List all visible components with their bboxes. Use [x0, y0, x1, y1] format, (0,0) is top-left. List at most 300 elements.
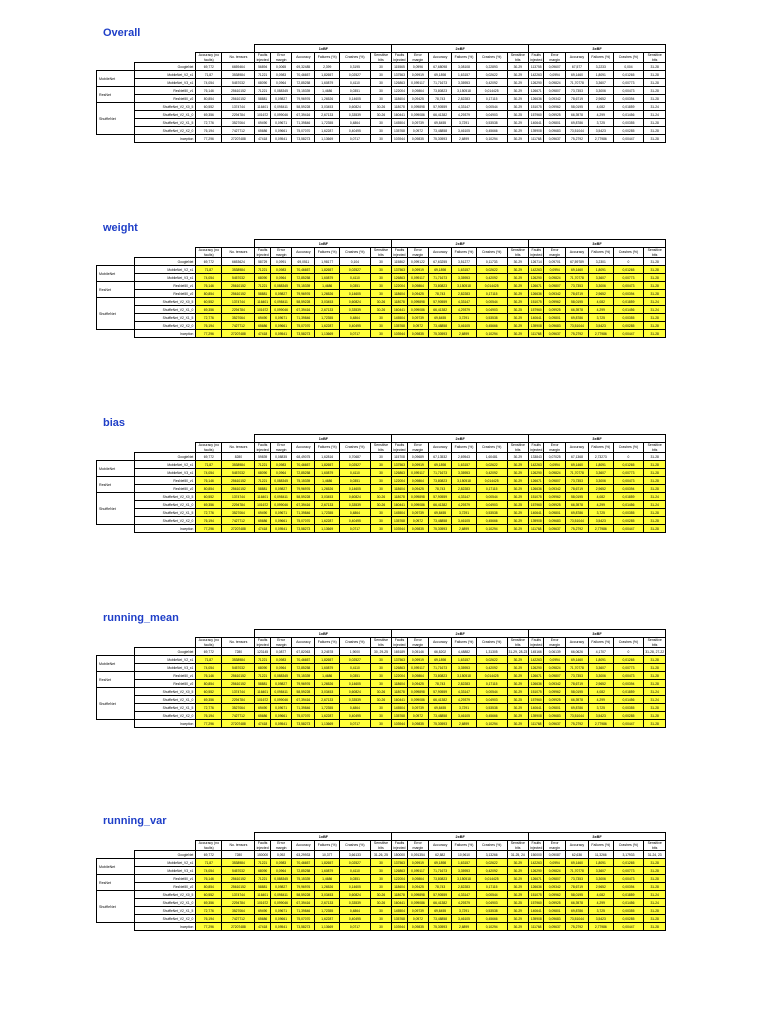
- value-cell: 71,39846: [292, 509, 315, 517]
- value-cell: 71221: [255, 461, 270, 469]
- column-header: Error margin: [407, 638, 429, 648]
- value-cell: 30-25: [507, 111, 529, 119]
- value-cell: 118604: [392, 290, 407, 298]
- value-cell: 0,09661: [270, 127, 292, 135]
- column-header: Crashes (%): [340, 638, 371, 648]
- value-cell: 75,15339: [292, 672, 315, 680]
- value-cell: 73,58273: [292, 525, 315, 533]
- column-header: Crashes (%): [613, 638, 644, 648]
- value-cell: 59839: [255, 453, 270, 461]
- value-cell: 1,26526: [315, 95, 340, 103]
- value-cell: 31-28: [644, 135, 666, 143]
- accuracy-cell: 76,194: [196, 127, 222, 135]
- column-header: Crashes (%): [340, 841, 371, 851]
- value-cell: 71,39846: [292, 119, 315, 127]
- value-cell: 0,09683: [544, 322, 566, 330]
- value-cell: 73,48858: [429, 322, 452, 330]
- value-cell: 0,104: [340, 258, 371, 266]
- table-row: [97, 899, 666, 907]
- value-cell: 0,09739: [407, 314, 429, 322]
- results-table: [96, 629, 666, 728]
- model-name: ShuffleNet_V2_X1_0: [134, 111, 196, 119]
- value-cell: 0,091354: [407, 851, 429, 859]
- value-cell: 111768: [529, 923, 544, 931]
- value-cell: 0,09864: [407, 875, 429, 883]
- value-cell: 73,51044: [565, 127, 588, 135]
- column-header: Faults injected: [530, 248, 543, 257]
- value-cell: 0,09925: [544, 111, 566, 119]
- value-cell: 30-26: [370, 306, 392, 314]
- value-cell: 2,6899: [452, 923, 477, 931]
- value-cell: 4,33147: [452, 891, 477, 899]
- value-cell: 118604: [392, 95, 407, 103]
- value-cell: 0,0877: [270, 648, 292, 656]
- value-cell: 0,02527: [340, 461, 371, 469]
- value-cell: 67,39416: [292, 501, 315, 509]
- column-header: Faults injected: [256, 638, 269, 647]
- value-cell: 2,82283: [452, 485, 477, 493]
- value-cell: 0,40495: [340, 127, 371, 135]
- value-cell: 73,48858: [429, 915, 452, 923]
- value-cell: 0,02622: [476, 461, 507, 469]
- value-cell: 0,60824: [340, 103, 371, 111]
- accuracy-cell: 76,146: [196, 875, 222, 883]
- value-cell: 30: [370, 290, 392, 298]
- value-cell: 30-26: [370, 696, 392, 704]
- column-header: Accuracy: [292, 443, 315, 453]
- value-cell: 58881: [255, 680, 270, 688]
- value-cell: 2,9652: [589, 883, 614, 891]
- value-cell: 0,00355: [613, 119, 644, 127]
- value-cell: 0,09541: [270, 135, 292, 143]
- value-cell: 73,58273: [292, 923, 315, 931]
- accuracy-cell: 80,854: [196, 680, 222, 688]
- model-name: ResNet50_v2: [134, 95, 196, 103]
- tensors-cell: 7427712: [222, 517, 255, 525]
- column-header: Error margin: [544, 841, 566, 851]
- value-cell: 0,004: [613, 63, 644, 71]
- model-family: ResNet: [97, 477, 135, 493]
- value-cell: 0,4110: [340, 274, 371, 282]
- value-cell: 66,41382: [429, 899, 452, 907]
- value-cell: 10,9610: [452, 851, 477, 859]
- value-cell: 31-28: [644, 274, 666, 282]
- value-cell: 0,0972: [407, 322, 429, 330]
- value-cell: 69,0511: [292, 258, 315, 266]
- value-cell: 30-29: [507, 298, 529, 306]
- accuracy-cell: 72,776: [196, 119, 222, 127]
- value-cell: 2,67133: [315, 696, 340, 704]
- value-cell: 3,725: [589, 119, 614, 127]
- value-cell: 0,00773: [613, 664, 644, 672]
- value-cell: 30-29: [507, 119, 529, 127]
- value-cell: 30-29: [507, 135, 529, 143]
- tensors-cell: 25610152: [222, 95, 255, 103]
- value-cell: 0,0964: [270, 274, 292, 282]
- value-cell: 0,53538: [476, 119, 507, 127]
- value-cell: 3,3006: [589, 87, 614, 95]
- value-cell: 69,8786: [565, 509, 588, 517]
- value-cell: 31-24: [644, 298, 666, 306]
- table-row: [97, 720, 666, 728]
- value-cell: 30-29: [507, 71, 529, 79]
- column-header: Accuracy: [292, 841, 315, 851]
- accuracy-cell: 71,87: [196, 461, 222, 469]
- value-cell: 0,0983: [270, 859, 292, 867]
- value-cell: 71221: [255, 656, 270, 664]
- value-cell: 30: [370, 672, 392, 680]
- value-cell: 68090: [255, 469, 270, 477]
- accuracy-cell: 76,146: [196, 672, 222, 680]
- value-cell: 4,33147: [452, 298, 477, 306]
- value-cell: 30-25: [507, 899, 529, 907]
- value-cell: 75,2792: [565, 330, 588, 338]
- column-header: Faults injected: [393, 638, 406, 647]
- table-row: [97, 330, 666, 338]
- model-name: ShuffleNet_V2_X2_0: [134, 712, 196, 720]
- value-cell: 0,09671: [270, 704, 292, 712]
- value-cell: 0,09962: [544, 688, 566, 696]
- value-cell: 4,33147: [452, 493, 477, 501]
- value-cell: 2,6899: [452, 135, 477, 143]
- value-cell: 126863: [392, 79, 407, 87]
- value-cell: 0,53538: [476, 509, 507, 517]
- model-name: MobileNet_V3_x1: [134, 867, 196, 875]
- accuracy-cell: 77,296: [196, 525, 222, 533]
- value-cell: 0,01265: [613, 859, 644, 867]
- value-cell: 58,59228: [292, 493, 315, 501]
- accuracy-cell: 76,194: [196, 915, 222, 923]
- column-header: Error margin: [270, 841, 292, 851]
- model-name: ShuffleNet_V2_X0_5: [134, 688, 196, 696]
- value-cell: 0,01859: [613, 688, 644, 696]
- value-cell: 30: [370, 915, 392, 923]
- value-cell: 3,03453: [315, 891, 340, 899]
- column-header: Sensitive bits: [370, 841, 392, 851]
- value-cell: 0,09801: [544, 314, 566, 322]
- value-cell: 116401: [255, 891, 270, 899]
- value-cell: 3,35953: [452, 79, 477, 87]
- value-cell: 58,0195: [565, 493, 588, 501]
- value-cell: 31-28: [644, 509, 666, 517]
- column-header: Error margin: [407, 248, 429, 258]
- value-cell: 3,35953: [452, 274, 477, 282]
- accuracy-cell: 60,552: [196, 298, 222, 306]
- table-row: [97, 851, 666, 859]
- value-cell: 30-29: [507, 517, 529, 525]
- value-cell: 0,00447: [613, 923, 644, 931]
- value-cell: 0,092: [270, 851, 292, 859]
- accuracy-cell: 74,054: [196, 867, 222, 875]
- value-cell: 0,099086: [407, 111, 429, 119]
- accuracy-cell: 69,772: [196, 258, 222, 266]
- value-cell: 62,636: [565, 851, 588, 859]
- value-cell: 31-28: [644, 704, 666, 712]
- value-cell: 0,33539: [340, 899, 371, 907]
- value-cell: 1,60879: [315, 274, 340, 282]
- value-cell: 71,70778: [565, 867, 588, 875]
- value-cell: 0,40495: [340, 517, 371, 525]
- value-cell: 0,01456: [613, 111, 644, 119]
- value-cell: 1,13669: [315, 923, 340, 931]
- value-cell: 3,3607: [589, 664, 614, 672]
- value-cell: 0,00473: [613, 672, 644, 680]
- value-cell: 73,80823: [429, 672, 452, 680]
- column-header: Error margin: [407, 443, 429, 453]
- value-cell: 0,099898: [407, 688, 429, 696]
- value-cell: 3,150518: [452, 282, 477, 290]
- value-cell: 0,09827: [270, 485, 292, 493]
- value-cell: 118604: [392, 485, 407, 493]
- value-cell: 30: [370, 282, 392, 290]
- value-cell: 1,4686: [315, 282, 340, 290]
- model-family: ShuffleNet: [97, 891, 135, 923]
- value-cell: 160441: [392, 696, 407, 704]
- column-header: Failures (%): [589, 841, 614, 851]
- value-cell: 30: [370, 258, 392, 266]
- value-cell: 0,098411: [270, 493, 292, 501]
- value-cell: 0,01265: [613, 71, 644, 79]
- value-cell: 118078: [392, 493, 407, 501]
- value-cell: 3,46105: [452, 127, 477, 135]
- accuracy-cell: 71,87: [196, 266, 222, 274]
- value-cell: 0,099046: [270, 899, 292, 907]
- value-cell: 3,03453: [315, 688, 340, 696]
- value-cell: 1,62287: [315, 127, 340, 135]
- value-cell: 0,09425: [407, 680, 429, 688]
- value-cell: 0,098411: [270, 891, 292, 899]
- value-cell: 69,1898: [429, 859, 452, 867]
- value-cell: 75,2792: [565, 720, 588, 728]
- value-cell: 0,4110: [340, 867, 371, 875]
- value-cell: 0,0351: [340, 87, 371, 95]
- accuracy-cell: 77,296: [196, 720, 222, 728]
- value-cell: 0,4110: [340, 664, 371, 672]
- value-cell: 3,7291: [452, 509, 477, 517]
- value-cell: 2,77986: [589, 923, 614, 931]
- value-cell: 0,09807: [544, 875, 566, 883]
- value-cell: 31-28: [644, 485, 666, 493]
- value-cell: 139908: [529, 322, 544, 330]
- value-cell: 65686: [255, 712, 270, 720]
- value-cell: 2,9652: [589, 290, 614, 298]
- value-cell: 66,3978: [565, 899, 588, 907]
- column-header: Failures (%): [452, 443, 477, 453]
- section-title: Overall: [103, 27, 141, 39]
- model-name: ShuffleNet_V2_X2_0: [134, 915, 196, 923]
- accuracy-cell: 74,054: [196, 664, 222, 672]
- value-cell: 30: [370, 923, 392, 931]
- value-cell: 0,09801: [544, 509, 566, 517]
- table-row: [97, 696, 666, 704]
- value-cell: 30: [370, 883, 392, 891]
- value-cell: 0,40495: [340, 915, 371, 923]
- value-cell: 0,01859: [613, 493, 644, 501]
- column-header: Crashes (%): [476, 841, 507, 851]
- value-cell: 137563: [392, 656, 407, 664]
- value-cell: 69,8455: [429, 314, 452, 322]
- column-header: Sensitive bits: [644, 443, 666, 453]
- value-cell: 1,8091: [589, 461, 614, 469]
- value-cell: 151075: [529, 493, 544, 501]
- value-cell: 1,13669: [315, 525, 340, 533]
- column-header: Failures (%): [589, 443, 614, 453]
- model-name: ShuffleNet_V2_X2_0: [134, 127, 196, 135]
- tensors-cell: 2294784: [222, 111, 255, 119]
- model-name: ShuffleNet_V2_X1_5: [134, 704, 196, 712]
- accuracy-cell: 74,054: [196, 469, 222, 477]
- table-row: [97, 875, 666, 883]
- value-cell: 0,01456: [613, 899, 644, 907]
- model-name: ResNet50_v1: [134, 282, 196, 290]
- model-family: ShuffleNet: [97, 298, 135, 330]
- value-cell: 71,39846: [292, 314, 315, 322]
- value-cell: 67,63255: [429, 258, 452, 266]
- value-cell: 0,09541: [270, 525, 292, 533]
- tensors-cell: 3527064: [222, 907, 255, 915]
- value-cell: 2,82283: [452, 680, 477, 688]
- value-cell: 31-28: [644, 883, 666, 891]
- column-header: Sensitive bits: [644, 53, 666, 63]
- value-cell: 0,09661: [270, 915, 292, 923]
- column-header: Faults injected: [256, 53, 269, 62]
- value-cell: 0,09824: [544, 469, 566, 477]
- value-cell: 126863: [392, 469, 407, 477]
- value-cell: 0,099898: [407, 103, 429, 111]
- table-row: [97, 867, 666, 875]
- table-row: [97, 525, 666, 533]
- value-cell: 3,725: [589, 704, 614, 712]
- value-cell: 0,60824: [340, 493, 371, 501]
- value-cell: 73,7353: [565, 875, 588, 883]
- value-cell: 0,22893: [476, 63, 507, 71]
- column-header: Error margin: [270, 53, 292, 63]
- value-cell: 2,9652: [589, 485, 614, 493]
- value-cell: 3,3607: [589, 274, 614, 282]
- value-cell: 142263: [529, 71, 544, 79]
- value-cell: 58,0195: [565, 103, 588, 111]
- value-cell: 0,00285: [613, 517, 644, 525]
- value-cell: 4,082: [589, 688, 614, 696]
- column-header: Crashes (%): [613, 443, 644, 453]
- value-cell: 31-28: [644, 712, 666, 720]
- value-cell: 0,45666: [476, 127, 507, 135]
- value-cell: 4,33147: [452, 103, 477, 111]
- value-cell: 30: [370, 720, 392, 728]
- value-cell: 31-28: [644, 87, 666, 95]
- model-name: ShuffleNet_V2_X0_5: [134, 298, 196, 306]
- value-cell: 73,51044: [565, 712, 588, 720]
- value-cell: 0,09807: [544, 672, 566, 680]
- value-cell: 111768: [529, 720, 544, 728]
- value-cell: 0,09683: [544, 915, 566, 923]
- value-cell: 73,80823: [429, 87, 452, 95]
- column-header: No. tensors: [222, 248, 255, 258]
- value-cell: 151075: [529, 891, 544, 899]
- value-cell: 30-25: [507, 306, 529, 314]
- column-header: Faults injected: [393, 248, 406, 257]
- value-cell: 3,03453: [315, 493, 340, 501]
- value-cell: 30-29: [507, 461, 529, 469]
- accuracy-cell: 60,552: [196, 493, 222, 501]
- value-cell: 0,0065: [270, 63, 292, 71]
- value-cell: 0,0717: [340, 720, 371, 728]
- value-cell: 0,09671: [270, 907, 292, 915]
- value-cell: 3,725: [589, 907, 614, 915]
- value-cell: 126290: [529, 469, 544, 477]
- value-cell: 73,7353: [565, 282, 588, 290]
- accuracy-cell: 76,146: [196, 477, 222, 485]
- value-cell: 0,088345: [270, 672, 292, 680]
- value-cell: 0,09925: [544, 696, 566, 704]
- tensors-cell: 3538984: [222, 656, 255, 664]
- value-cell: 0,42092: [476, 79, 507, 87]
- value-cell: 0,09739: [407, 119, 429, 127]
- value-cell: 70,46657: [292, 461, 315, 469]
- value-cell: 142263: [529, 656, 544, 664]
- value-cell: 139908: [529, 517, 544, 525]
- value-cell: 0,4110: [340, 79, 371, 87]
- value-cell: 165189: [392, 648, 407, 656]
- value-cell: 4,299: [589, 501, 614, 509]
- value-cell: 66,41382: [429, 696, 452, 704]
- value-cell: 150000: [529, 851, 544, 859]
- value-cell: 0,099046: [270, 111, 292, 119]
- value-cell: 140641: [529, 314, 544, 322]
- results-table: [96, 44, 666, 143]
- value-cell: 78,6719: [565, 883, 588, 891]
- model-family: MobileNet: [97, 266, 135, 282]
- value-cell: 3,46105: [452, 517, 477, 525]
- value-cell: 75,30593: [429, 720, 452, 728]
- value-cell: 30-29: [507, 314, 529, 322]
- model-name: Inception: [134, 923, 196, 931]
- value-cell: 30: [370, 119, 392, 127]
- column-header: Crashes (%): [476, 443, 507, 453]
- value-cell: 73,58273: [292, 720, 315, 728]
- column-header: Error margin: [544, 248, 566, 258]
- value-cell: 30: [370, 63, 392, 71]
- tensors-cell: 3538984: [222, 71, 255, 79]
- value-cell: 0,11733: [476, 258, 507, 266]
- value-cell: 0,09824: [544, 274, 566, 282]
- value-cell: 31-28: [644, 477, 666, 485]
- value-cell: 122004: [392, 477, 407, 485]
- value-cell: 2,69543: [452, 453, 477, 461]
- table-row: [97, 461, 666, 469]
- value-cell: 0,099117: [407, 79, 429, 87]
- value-cell: 139908: [529, 127, 544, 135]
- value-cell: 140641: [529, 119, 544, 127]
- value-cell: 0,09827: [270, 680, 292, 688]
- value-cell: 47418: [255, 330, 270, 338]
- value-cell: 3,5423: [589, 915, 614, 923]
- column-header: Sensitive bits: [507, 638, 529, 648]
- tensors-cell: 6659464: [222, 63, 255, 71]
- value-cell: 31-28: [644, 258, 666, 266]
- value-cell: 3,3006: [589, 282, 614, 290]
- value-cell: 75,07070: [292, 127, 315, 135]
- accuracy-cell: 74,054: [196, 79, 222, 87]
- value-cell: 3,5423: [589, 517, 614, 525]
- value-cell: 0,099117: [407, 274, 429, 282]
- tensors-cell: 2294784: [222, 899, 255, 907]
- value-cell: 0,099086: [407, 899, 429, 907]
- value-cell: 0,33539: [340, 306, 371, 314]
- value-cell: 1,72355: [315, 907, 340, 915]
- value-cell: 58,59228: [292, 891, 315, 899]
- value-cell: 30-29: [507, 485, 529, 493]
